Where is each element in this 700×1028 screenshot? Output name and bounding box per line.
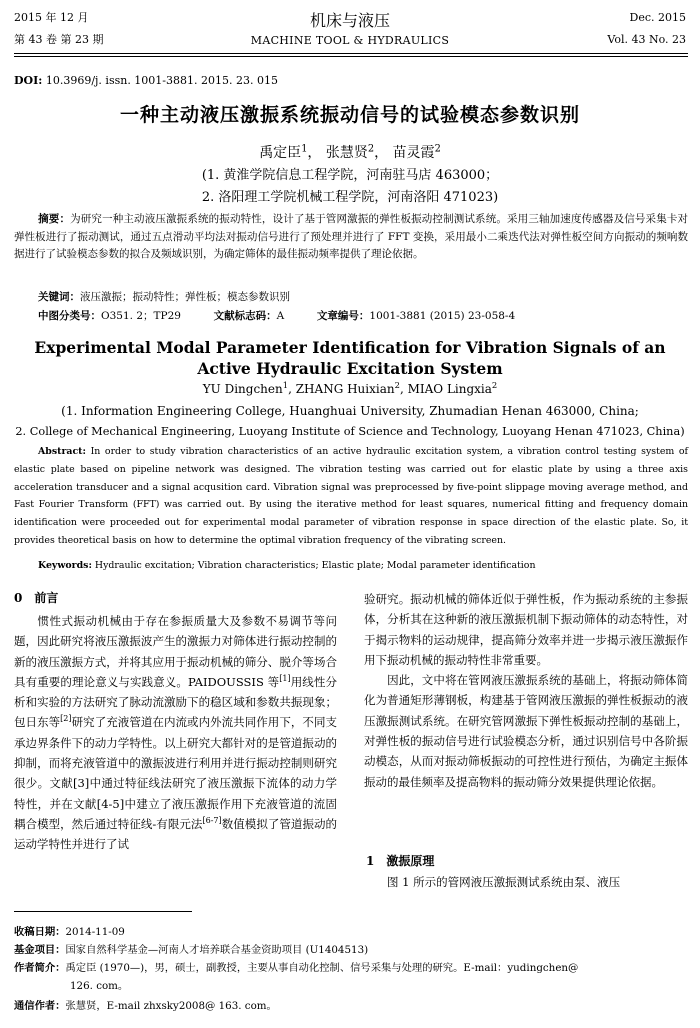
ref-2: [2]: [60, 714, 72, 724]
doi-line: [14, 74, 278, 87]
keywords-cn-text: 液压激振；振动特性；弹性板；模态参数识别: [80, 291, 290, 303]
abstract-en-label: Abstract:: [38, 446, 86, 457]
footnote-corresponding: 通信作者：张慧贤，E-mail zhxsky2008@ 163. com。: [14, 1000, 277, 1012]
keywords-en-label: Keywords:: [38, 560, 92, 571]
section-0-heading: 0 前言: [14, 591, 59, 605]
ref-3: [6-7]: [202, 816, 222, 826]
article-number-value: 1001-3881 (2015) 23-058-4: [369, 310, 516, 322]
right-col-para-1: 验研究。振动机械的筛体近似于弹性板，作为振动系统的主参振体，分析其在这种新的液压激振机制下振动筛体的动态特性，对于揭示物料的运动规律，提高筛分效率并进一步揭示液压激振作用下振动机械的振动特性非常重要。: [364, 592, 688, 667]
author-en-3: MIAO Lingxia: [407, 382, 492, 396]
doc-code-value: A: [276, 310, 285, 322]
title-en-line-1: Experimental Modal Parameter Identification for Vibration Signals of an: [34, 338, 666, 357]
author-cn-1: 禹定臣: [259, 145, 302, 161]
authors-cn: 禹定臣$^1$， 张慧贤$^2$， 苗灵霞$^2$: [259, 143, 441, 161]
authors-en: YU Dingchen$^1$, ZHANG Huixian$^2$, MIAO Lingxia$^2$: [202, 380, 498, 396]
journal-name-en: MACHINE TOOL & HYDRAULICS: [250, 34, 450, 47]
clc-value: O351. 2；TP29: [101, 310, 181, 322]
footnote-bio-cont: 126. com。: [70, 980, 129, 992]
left-column-text: 惯性式振动机械由于存在参振质量大及参数不易调节等问题，因此研究将液压激振波产生的激振力对筛体进行振动控制的新的液压激振方式，并将其应用于振动机械的筛分、脱介等场合具有重要的理论意义与实践意义。PAIDOUSSIS 等[1]用线性分析和实验的方法研究了脉动流激励下的稳区域和参数共振现象；包日东等[2]研究了充液管道在内流或内外流共同作用下，不同支承边界条件下的动力学特性。以上研究大都针对的是管道振动的抑制，而将充液管道中的激振波进行利用并进行振动控制则研究很少。文献[3]中通过特征线法研究了液压激振下流体的动力学特性，并在文献[4-5]中建立了液压激振作用下充液管道的流固耦合模型，然后通过特征线-有限元法[6-7]数值模拟了管道振动的运动学特性并进行了试: [14, 614, 338, 852]
header-volume-cn: 第 43 卷 第 23 期: [14, 33, 104, 46]
section-1-heading: 1 激振原理: [366, 854, 435, 868]
author-cn-2: 张慧贤: [325, 145, 368, 161]
right-col-para-3: 图 1 所示的管网液压激振测试系统由泵、液压: [387, 875, 621, 889]
keywords-en: [38, 557, 535, 575]
abstract-en: [14, 443, 688, 550]
header-rule-thick: [14, 53, 688, 54]
keywords-en-text: Hydraulic excitation; Vibration characteristics; Elastic plate; Modal parameter identification: [94, 560, 536, 571]
author-en-1: YU Dingchen: [202, 382, 283, 396]
footnote-fund: 基金项目：国家自然科学基金—河南人才培养联合基金资助项目 (U1404513): [14, 944, 369, 956]
keywords-cn-label: 关键词：: [38, 291, 80, 303]
title-en-line-2: Active Hydraulic Excitation System: [197, 359, 503, 378]
header-rule-thin: [14, 56, 688, 57]
doi-value: 10.3969/j. issn. 1001-3881. 2015. 23. 015: [45, 74, 278, 87]
right-col-para-2: 因此，文中将在管网液压激振系统的基础上，将振动筛体简化为普通矩形薄钢板，构建基于管网液压激振的弹性板振动的液压激振测试系统。在研究管网激振下弹性板振动控制的基础上，对弹性板的振动信号进行试验模态分析，通过识别信号中各阶振动模态，从而对振动筛板振动的可控性进行预估，为确定主振体振动的最佳频率及提高物料的振动筛分效果提供理论依据。: [364, 673, 688, 789]
abstract-en-text: In order to study vibration characteristics of an active hydraulic excitation system, a vibration control testing system of elastic plate based on pipeline network was designed. The vibration testing was carried out for elastic plate by using a three axis acceleration transducer and a signal acqusition card. Vibration signal was preprocessed by five-point slippage moving average method, and Fast Fourier Transform (FFT) was carried out. By using the iterative method for least squares, numerical fitting and frequency domain identification were proceeded out for experimental modal parameter of vibration response in space direction of the elastic plate. So, it provides theoretical basis on how to determine the optimal vibration frequency of the vibrating screen.: [14, 446, 688, 546]
right-column-text: [364, 589, 688, 792]
footnote-bio: 作者简介：禹定臣 (1970—)，男，硕士，副教授，主要从事自动化控制、信号采集与处理的研究。E-mail：yudingchen@: [14, 962, 579, 974]
affiliation-en-1: (1. Information Engineering College, Huanghuai University, Zhumadian Henan 463000, China;: [61, 404, 639, 418]
abstract-cn-label: 摘要：: [38, 213, 71, 225]
author-cn-3: 苗灵霞: [392, 145, 435, 161]
footnote-received: 收稿日期：2014-11-09: [14, 926, 125, 938]
header-date-en: Dec. 2015: [629, 11, 686, 24]
title-cn: 一种主动液压激振系统振动信号的试验模态参数识别: [119, 104, 580, 126]
footnote-rule: [14, 911, 192, 912]
classification-line: 中图分类号：O351. 2；TP29 文献标志码：A 文章编号：1001-3881 (2015) 23-058-4: [38, 310, 516, 322]
doi-label: DOI:: [14, 74, 43, 87]
affiliation-cn-2: 2. 洛阳理工学院机械工程学院，河南洛阳 471023): [201, 190, 499, 205]
affiliation-en-2: 2. College of Mechanical Engineering, Luoyang Institute of Science and Technology, Luoyang Henan 471023, China): [15, 425, 685, 438]
abstract-cn-text: 为研究一种主动液压激振系统的振动特性，设计了基于管网激振的弹性板振动控制测试系统。采用三轴加速度传感器及信号采集卡对弹性板进行了振动测试，通过五点滑动平均法对振动信号进行了预处理并进行了 FFT 变换，采用最小二乘迭代法对弹性板空间方向振动的频响数据进行了试验模态参数的拟合及频域识别，为确定筛体的最佳振动频率提供了理论依据。: [14, 213, 688, 260]
ref-1: [1]: [279, 674, 291, 684]
header-volume-en: Vol. 43 No. 23: [607, 33, 686, 46]
keywords-cn: [38, 289, 290, 307]
author-en-2: ZHANG Huixian: [295, 382, 395, 396]
journal-name-cn: 机床与液压: [309, 11, 390, 30]
abstract-cn: [14, 211, 688, 264]
header-date-cn: 2015 年 12 月: [14, 11, 89, 24]
affiliation-cn-1: (1. 黄淮学院信息工程学院，河南驻马店 463000；: [201, 168, 499, 183]
